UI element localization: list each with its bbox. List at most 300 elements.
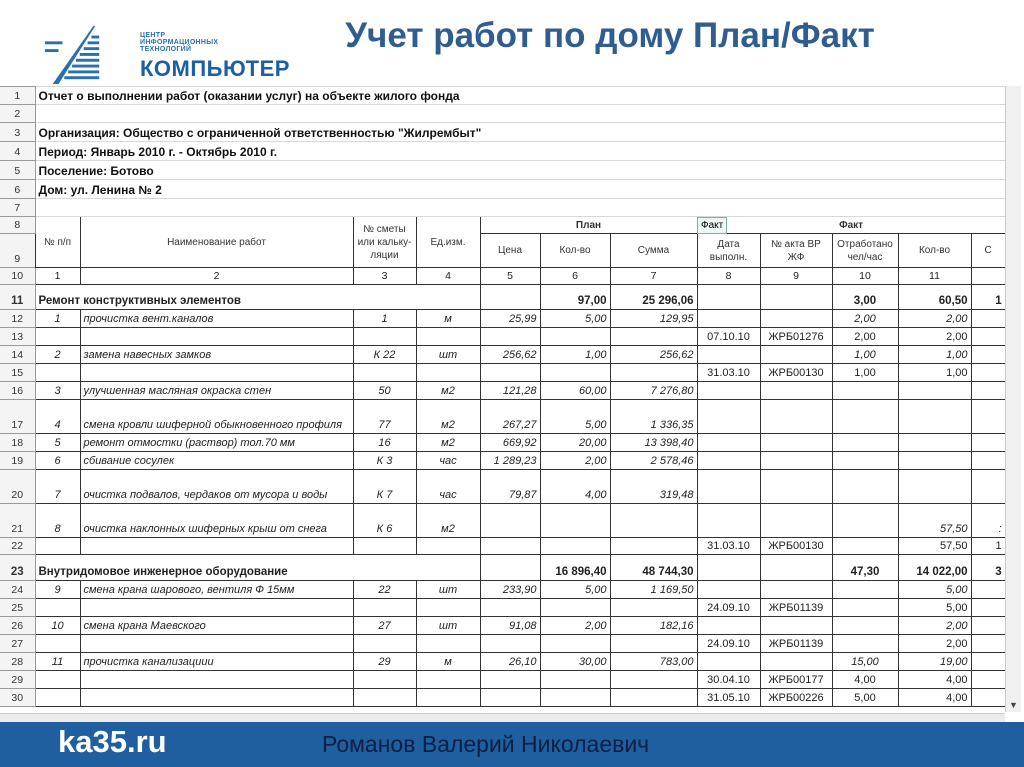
cell-num[interactable] [35, 671, 80, 689]
cell-price[interactable] [480, 504, 540, 538]
cell-num[interactable] [35, 538, 80, 555]
header-plan[interactable]: План [480, 217, 697, 234]
cell-unit[interactable]: час [416, 470, 480, 504]
cell-hours[interactable] [832, 400, 898, 434]
cell-name[interactable]: смена крана шарового, вентиля Ф 15мм [80, 581, 353, 599]
cell-estimate[interactable]: 77 [353, 400, 416, 434]
column-number-qty[interactable]: 6 [540, 268, 610, 285]
header-unit[interactable]: Ед.изм. [416, 217, 480, 268]
cell-fact-qty[interactable]: 2,00 [898, 328, 971, 346]
cell-sum[interactable]: 783,00 [610, 653, 697, 671]
cell-name[interactable]: улучшенная масляная окраска стен [80, 382, 353, 400]
vertical-scrollbar[interactable] [1005, 86, 1021, 712]
cell-hours[interactable]: 4,00 [832, 671, 898, 689]
cell-hours[interactable] [832, 599, 898, 617]
settlement-label[interactable]: Поселение: Ботово [35, 161, 1005, 180]
cell-hours[interactable] [832, 382, 898, 400]
cell-hours[interactable] [832, 504, 898, 538]
cell-estimate[interactable] [353, 635, 416, 653]
row-header[interactable]: 17 [0, 400, 35, 434]
cell-estimate[interactable]: К 6 [353, 504, 416, 538]
cell-date[interactable] [697, 346, 760, 364]
cell-fact-qty[interactable] [898, 470, 971, 504]
cell-fact-qty[interactable]: 1,00 [898, 364, 971, 382]
cell-num[interactable]: 4 [35, 400, 80, 434]
cell-act[interactable]: ЖРБ00130 [760, 364, 832, 382]
cell-qty[interactable]: 2,00 [540, 617, 610, 635]
cell-act[interactable] [760, 581, 832, 599]
cell-hours[interactable] [832, 538, 898, 555]
cell-fact-qty[interactable]: 5,00 [898, 581, 971, 599]
cell-fact-sum[interactable] [971, 653, 1005, 671]
cell-act[interactable] [760, 452, 832, 470]
cell-qty[interactable]: 20,00 [540, 434, 610, 452]
cell-act[interactable] [760, 653, 832, 671]
column-number-name[interactable]: 2 [80, 268, 353, 285]
cell-date[interactable]: 31.03.10 [697, 364, 760, 382]
cell-name[interactable]: смена крана Маевского [80, 617, 353, 635]
cell-fact-sum[interactable] [971, 671, 1005, 689]
cell-name[interactable]: сбивание сосулек [80, 452, 353, 470]
cell-price[interactable] [480, 538, 540, 555]
cell-fact-qty[interactable]: 2,00 [898, 310, 971, 328]
cell-price[interactable] [480, 635, 540, 653]
cell-price[interactable] [480, 671, 540, 689]
cell-price[interactable]: 79,87 [480, 470, 540, 504]
cell-date[interactable] [697, 285, 760, 310]
column-number-sum[interactable]: 7 [610, 268, 697, 285]
cell-num[interactable]: 2 [35, 346, 80, 364]
cell-unit[interactable] [416, 328, 480, 346]
cell-date[interactable]: 31.05.10 [697, 689, 760, 707]
cell-sum[interactable]: 182,16 [610, 617, 697, 635]
cell-sum[interactable]: 129,95 [610, 310, 697, 328]
cell-fact-sum[interactable] [971, 689, 1005, 707]
header-qty[interactable]: Кол-во [540, 234, 610, 268]
cell-unit[interactable]: м [416, 310, 480, 328]
cell-fact-qty[interactable]: 2,00 [898, 635, 971, 653]
cell-date[interactable] [697, 452, 760, 470]
cell-date[interactable]: 07.10.10 [697, 328, 760, 346]
cell-num[interactable]: 3 [35, 382, 80, 400]
cell-hours[interactable] [832, 581, 898, 599]
cell-date[interactable] [697, 400, 760, 434]
cell-num[interactable]: 11 [35, 653, 80, 671]
row-header[interactable]: 16 [0, 382, 35, 400]
cell-sum[interactable]: 1 336,35 [610, 400, 697, 434]
cell-sum[interactable]: 13 398,40 [610, 434, 697, 452]
row-header[interactable]: 3 [0, 123, 35, 142]
row-header[interactable]: 21 [0, 504, 35, 538]
cell-fact-sum[interactable]: : [971, 504, 1005, 538]
cell-name[interactable]: замена навесных замков [80, 346, 353, 364]
row-header[interactable]: 18 [0, 434, 35, 452]
row-header[interactable]: 2 [0, 105, 35, 123]
cell-price[interactable]: 1 289,23 [480, 452, 540, 470]
cell-price[interactable]: 233,90 [480, 581, 540, 599]
cell-unit[interactable] [416, 671, 480, 689]
cell-qty[interactable]: 5,00 [540, 581, 610, 599]
row-header[interactable]: 14 [0, 346, 35, 364]
row-header[interactable]: 6 [0, 180, 35, 199]
cell-fact-qty[interactable]: 4,00 [898, 671, 971, 689]
cell-unit[interactable]: м2 [416, 382, 480, 400]
row-header[interactable]: 8 [0, 217, 35, 234]
cell-num[interactable]: 1 [35, 310, 80, 328]
spreadsheet-grid[interactable] [0, 86, 1006, 707]
cell-qty[interactable]: 4,00 [540, 470, 610, 504]
cell-qty[interactable]: 16 896,40 [540, 555, 610, 581]
cell-unit[interactable]: шт [416, 617, 480, 635]
column-number-act[interactable]: 9 [760, 268, 832, 285]
row-header[interactable]: 5 [0, 161, 35, 180]
row-header[interactable]: 22 [0, 538, 35, 555]
cell-hours[interactable] [832, 470, 898, 504]
cell-estimate[interactable] [353, 538, 416, 555]
row-header[interactable]: 30 [0, 689, 35, 707]
cell-fact-qty[interactable]: 57,50 [898, 538, 971, 555]
cell-price[interactable]: 256,62 [480, 346, 540, 364]
cell-price[interactable]: 267,27 [480, 400, 540, 434]
cell-fact-sum[interactable] [971, 328, 1005, 346]
footer-site[interactable]: ka35.ru [58, 724, 167, 759]
cell-act[interactable]: ЖРБ00177 [760, 671, 832, 689]
cell-act[interactable]: ЖРБ01276 [760, 328, 832, 346]
column-number-price[interactable]: 5 [480, 268, 540, 285]
cell-act[interactable] [760, 310, 832, 328]
cell-price[interactable]: 26,10 [480, 653, 540, 671]
cell-fact-sum[interactable] [971, 400, 1005, 434]
cell-estimate[interactable] [353, 364, 416, 382]
cell-name[interactable]: прочистка канализациии [80, 653, 353, 671]
scroll-down-icon[interactable]: ▼ [1009, 700, 1018, 710]
cell-estimate[interactable] [353, 599, 416, 617]
cell-price[interactable] [480, 555, 540, 581]
cell-date[interactable] [697, 310, 760, 328]
cell-name[interactable] [80, 538, 353, 555]
column-number-unit[interactable]: 4 [416, 268, 480, 285]
cell-date[interactable]: 24.09.10 [697, 635, 760, 653]
cell-hours[interactable]: 47,30 [832, 555, 898, 581]
cell-fact-qty[interactable]: 60,50 [898, 285, 971, 310]
cell-qty[interactable]: 60,00 [540, 382, 610, 400]
row-header[interactable]: 23 [0, 555, 35, 581]
header-sum[interactable]: Сумма [610, 234, 697, 268]
cell-act[interactable] [760, 504, 832, 538]
cell-act[interactable] [760, 617, 832, 635]
row-header[interactable]: 27 [0, 635, 35, 653]
cell-unit[interactable]: м [416, 653, 480, 671]
report-title[interactable]: Отчет о выполнении работ (оказании услуг) на объекте жилого фонда [35, 87, 1005, 105]
cell-name[interactable] [80, 328, 353, 346]
cell-date[interactable]: 24.09.10 [697, 599, 760, 617]
empty-row[interactable] [35, 199, 1005, 217]
cell-unit[interactable]: шт [416, 581, 480, 599]
cell-estimate[interactable]: 50 [353, 382, 416, 400]
house-label[interactable]: Дом: ул. Ленина № 2 [35, 180, 1005, 199]
cell-sum[interactable]: 256,62 [610, 346, 697, 364]
cell-num[interactable]: 7 [35, 470, 80, 504]
row-header[interactable]: 11 [0, 285, 35, 310]
column-number-fact-sum[interactable] [971, 268, 1005, 285]
cell-act[interactable] [760, 470, 832, 504]
cell-fact-qty[interactable] [898, 400, 971, 434]
cell-date[interactable] [697, 581, 760, 599]
cell-fact-qty[interactable] [898, 434, 971, 452]
cell-fact-sum[interactable] [971, 382, 1005, 400]
cell-num[interactable]: 6 [35, 452, 80, 470]
cell-sum[interactable]: 319,48 [610, 470, 697, 504]
cell-hours[interactable]: 2,00 [832, 328, 898, 346]
cell-num[interactable]: 9 [35, 581, 80, 599]
cell-qty[interactable]: 30,00 [540, 653, 610, 671]
row-header[interactable]: 7 [0, 199, 35, 217]
cell-num[interactable] [35, 364, 80, 382]
section-title[interactable]: Ремонт конструктивных элементов [35, 285, 480, 310]
header-estimate[interactable]: № сметы или кальку-ляции [353, 217, 416, 268]
cell-name[interactable]: ремонт отмостки (раствор) тол.70 мм [80, 434, 353, 452]
cell-estimate[interactable]: 29 [353, 653, 416, 671]
cell-price[interactable] [480, 599, 540, 617]
cell-act[interactable]: ЖРБ00130 [760, 538, 832, 555]
row-header[interactable]: 13 [0, 328, 35, 346]
cell-date[interactable] [697, 653, 760, 671]
cell-fact-sum[interactable] [971, 617, 1005, 635]
cell-unit[interactable]: час [416, 452, 480, 470]
cell-unit[interactable] [416, 364, 480, 382]
row-header[interactable]: 19 [0, 452, 35, 470]
cell-fact-sum[interactable] [971, 581, 1005, 599]
cell-fact-qty[interactable]: 2,00 [898, 617, 971, 635]
cell-qty[interactable] [540, 599, 610, 617]
cell-qty[interactable] [540, 364, 610, 382]
cell-fact-sum[interactable]: 1 [971, 285, 1005, 310]
cell-fact-sum[interactable]: 3 [971, 555, 1005, 581]
cell-unit[interactable] [416, 538, 480, 555]
cell-estimate[interactable]: К 22 [353, 346, 416, 364]
empty-row[interactable] [35, 105, 1005, 123]
cell-sum[interactable] [610, 364, 697, 382]
header-date[interactable]: Дата выполн. [697, 234, 760, 268]
cell-price[interactable]: 121,28 [480, 382, 540, 400]
cell-name[interactable] [80, 671, 353, 689]
cell-date[interactable] [697, 555, 760, 581]
cell-act[interactable] [760, 400, 832, 434]
cell-act[interactable]: ЖРБ01139 [760, 599, 832, 617]
organization-label[interactable]: Организация: Общество с ограниченной ответственностью "Жилрембыт" [35, 123, 1005, 142]
row-header[interactable]: 28 [0, 653, 35, 671]
cell-num[interactable] [35, 635, 80, 653]
cell-name[interactable]: очистка наклонных шиферных крыш от снега [80, 504, 353, 538]
cell-qty[interactable] [540, 635, 610, 653]
column-number-hours[interactable]: 10 [832, 268, 898, 285]
cell-fact-sum[interactable] [971, 599, 1005, 617]
cell-fact-sum[interactable] [971, 364, 1005, 382]
cell-estimate[interactable]: 27 [353, 617, 416, 635]
cell-act[interactable]: ЖРБ01139 [760, 635, 832, 653]
cell-num[interactable] [35, 328, 80, 346]
header-name[interactable]: Наименование работ [80, 217, 353, 268]
cell-sum[interactable]: 1 169,50 [610, 581, 697, 599]
cell-estimate[interactable]: 16 [353, 434, 416, 452]
header-price[interactable]: Цена [480, 234, 540, 268]
row-header[interactable]: 1 [0, 87, 35, 105]
cell-hours[interactable]: 1,00 [832, 364, 898, 382]
cell-sum[interactable] [610, 504, 697, 538]
row-header[interactable]: 4 [0, 142, 35, 161]
row-header[interactable]: 10 [0, 268, 35, 285]
cell-qty[interactable]: 2,00 [540, 452, 610, 470]
cell-date[interactable] [697, 382, 760, 400]
cell-name[interactable] [80, 599, 353, 617]
cell-estimate[interactable]: 1 [353, 310, 416, 328]
cell-act[interactable] [760, 346, 832, 364]
cell-hours[interactable]: 15,00 [832, 653, 898, 671]
cell-date[interactable]: 31.03.10 [697, 538, 760, 555]
cell-sum[interactable] [610, 689, 697, 707]
cell-sum[interactable]: 2 578,46 [610, 452, 697, 470]
cell-date[interactable] [697, 470, 760, 504]
cell-num[interactable] [35, 599, 80, 617]
cell-qty[interactable]: 5,00 [540, 310, 610, 328]
cell-hours[interactable]: 3,00 [832, 285, 898, 310]
cell-estimate[interactable]: К 7 [353, 470, 416, 504]
cell-sum[interactable] [610, 635, 697, 653]
cell-hours[interactable] [832, 635, 898, 653]
header-num[interactable]: № п/п [35, 217, 80, 268]
cell-name[interactable]: очистка подвалов, чердаков от мусора и воды [80, 470, 353, 504]
cell-price[interactable] [480, 285, 540, 310]
cell-qty[interactable] [540, 504, 610, 538]
cell-hours[interactable] [832, 434, 898, 452]
period-label[interactable]: Период: Январь 2010 г. - Октябрь 2010 г. [35, 142, 1005, 161]
column-number-num[interactable]: 1 [35, 268, 80, 285]
cell-hours[interactable] [832, 452, 898, 470]
cell-price[interactable] [480, 328, 540, 346]
cell-sum[interactable] [610, 671, 697, 689]
header-fact-sum[interactable]: С [971, 234, 1005, 268]
cell-num[interactable]: 8 [35, 504, 80, 538]
cell-price[interactable]: 91,08 [480, 617, 540, 635]
cell-act[interactable] [760, 382, 832, 400]
cell-qty[interactable] [540, 328, 610, 346]
cell-unit[interactable] [416, 635, 480, 653]
cell-unit[interactable]: м2 [416, 400, 480, 434]
row-header[interactable]: 24 [0, 581, 35, 599]
cell-unit[interactable]: м2 [416, 434, 480, 452]
row-header[interactable]: 12 [0, 310, 35, 328]
row-header[interactable]: 15 [0, 364, 35, 382]
cell-fact-qty[interactable] [898, 452, 971, 470]
cell-num[interactable]: 5 [35, 434, 80, 452]
cell-num[interactable] [35, 689, 80, 707]
cell-date[interactable] [697, 617, 760, 635]
header-hours[interactable]: Отработано чел/час [832, 234, 898, 268]
cell-fact-qty[interactable] [898, 382, 971, 400]
cell-sum[interactable]: 48 744,30 [610, 555, 697, 581]
cell-act[interactable] [760, 285, 832, 310]
cell-hours[interactable]: 2,00 [832, 310, 898, 328]
cell-fact-sum[interactable] [971, 346, 1005, 364]
cell-fact-sum[interactable] [971, 310, 1005, 328]
column-number-estimate[interactable]: 3 [353, 268, 416, 285]
column-number-fact-qty[interactable]: 11 [898, 268, 971, 285]
cell-sum[interactable] [610, 599, 697, 617]
cell-price[interactable]: 25,99 [480, 310, 540, 328]
header-act[interactable]: № акта ВР ЖФ [760, 234, 832, 268]
row-header[interactable]: 29 [0, 671, 35, 689]
cell-act[interactable] [760, 555, 832, 581]
cell-unit[interactable] [416, 599, 480, 617]
cell-fact-qty[interactable]: 14 022,00 [898, 555, 971, 581]
cell-price[interactable]: 669,92 [480, 434, 540, 452]
cell-fact-qty[interactable]: 4,00 [898, 689, 971, 707]
cell-estimate[interactable]: К 3 [353, 452, 416, 470]
row-header[interactable]: 25 [0, 599, 35, 617]
header-fact-qty[interactable]: Кол-во [898, 234, 971, 268]
cell-num[interactable]: 10 [35, 617, 80, 635]
cell-hours[interactable]: 5,00 [832, 689, 898, 707]
cell-sum[interactable]: 7 276,80 [610, 382, 697, 400]
cell-qty[interactable] [540, 689, 610, 707]
cell-fact-sum[interactable] [971, 434, 1005, 452]
cell-name[interactable] [80, 635, 353, 653]
row-header[interactable]: 26 [0, 617, 35, 635]
cell-sum[interactable] [610, 328, 697, 346]
cell-unit[interactable]: м2 [416, 504, 480, 538]
header-fact[interactable]: Факт [697, 217, 1005, 234]
cell-qty[interactable]: 5,00 [540, 400, 610, 434]
cell-unit[interactable]: шт [416, 346, 480, 364]
cell-qty[interactable] [540, 538, 610, 555]
cell-estimate[interactable] [353, 328, 416, 346]
cell-name[interactable]: прочистка вент.каналов [80, 310, 353, 328]
cell-fact-qty[interactable]: 19,00 [898, 653, 971, 671]
cell-unit[interactable] [416, 689, 480, 707]
cell-fact-sum[interactable] [971, 452, 1005, 470]
cell-fact-qty[interactable]: 1,00 [898, 346, 971, 364]
cell-price[interactable] [480, 364, 540, 382]
cell-name[interactable] [80, 364, 353, 382]
cell-qty[interactable]: 1,00 [540, 346, 610, 364]
cell-date[interactable]: 30.04.10 [697, 671, 760, 689]
section-title[interactable]: Внутридомовое инженерное оборудование [35, 555, 480, 581]
cell-fact-sum[interactable] [971, 470, 1005, 504]
cell-date[interactable] [697, 504, 760, 538]
cell-hours[interactable] [832, 617, 898, 635]
cell-fact-sum[interactable]: 1 [971, 538, 1005, 555]
cell-sum[interactable] [610, 538, 697, 555]
cell-act[interactable]: ЖРБ00226 [760, 689, 832, 707]
column-number-date[interactable]: 8 [697, 268, 760, 285]
cell-estimate[interactable] [353, 671, 416, 689]
cell-estimate[interactable]: 22 [353, 581, 416, 599]
cell-estimate[interactable] [353, 689, 416, 707]
cell-date[interactable] [697, 434, 760, 452]
row-header[interactable]: 20 [0, 470, 35, 504]
cell-name[interactable] [80, 689, 353, 707]
cell-hours[interactable]: 1,00 [832, 346, 898, 364]
cell-fact-qty[interactable]: 5,00 [898, 599, 971, 617]
cell-fact-qty[interactable]: 57,50 [898, 504, 971, 538]
cell-sum[interactable]: 25 296,06 [610, 285, 697, 310]
row-header[interactable]: 9 [0, 234, 35, 268]
cell-qty[interactable]: 97,00 [540, 285, 610, 310]
cell-act[interactable] [760, 434, 832, 452]
cell-price[interactable] [480, 689, 540, 707]
cell-qty[interactable] [540, 671, 610, 689]
cell-name[interactable]: смена кровли шиферной обыкновенного профиля [80, 400, 353, 434]
